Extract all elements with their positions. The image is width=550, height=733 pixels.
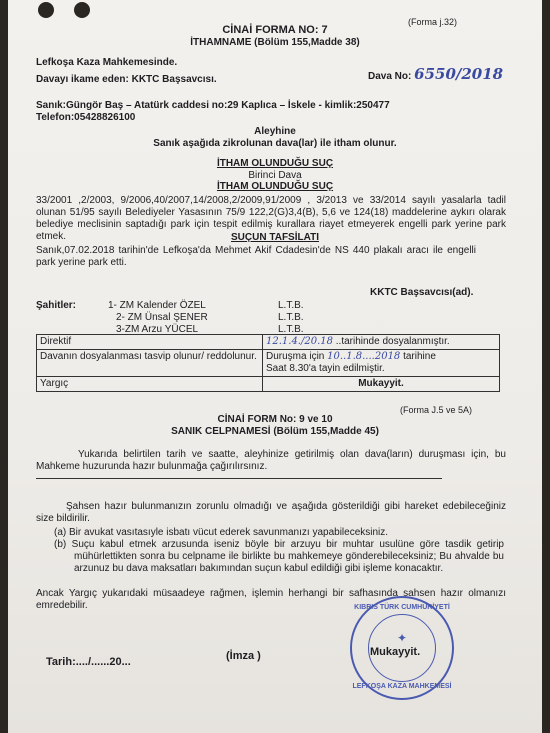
form-reference: (Forma j.32) [408, 17, 458, 27]
table-cell-direktif: Direktif [37, 335, 263, 350]
case-number-handwritten: 6550/2018 [414, 65, 504, 83]
defendant-info: Sanık:Güngör Baş – Atatürk caddesi no:29 Kaplıca – İskele - kimlik:250477 [36, 100, 390, 111]
witness-unit: L.T.B. [278, 324, 304, 335]
table-cell-filed: 12.1.4./20.18 ..tarihinde dosyalanmıştır. [263, 335, 500, 350]
table-cell-registrar: Mukayyit. [263, 377, 500, 392]
table-row [37, 377, 500, 392]
charge-text: 33/2001 ,2/2003, 9/2006,40/2007,14/2008,2/2009,91/2009 , 3/2013 ve 33/2014 sayılı yasalarla tadil olunan 51/95 sayılı Belediyeler Yasasının 75/9 122,2(G)3,4(B), 5,6 ve 124(18) maddelerine aykırı olarak belediye meclisinin saptadığı park için tespit edilmiş kurallara riayet etmeyerek engelli park yerine park etmek. [36, 195, 506, 242]
date-line: Tarih:..../......20... [46, 656, 131, 668]
document-page [8, 0, 542, 733]
table-cell-judge: Yargıç [37, 377, 263, 392]
form2-title: CİNAİ FORM No: 9 ve 10 [217, 414, 333, 425]
court-name: Lefkoşa Kaza Mahkemesinde. [36, 57, 178, 68]
case-number-label: Dava No: [368, 71, 412, 82]
stamp-emblem-icon: ✦ [396, 631, 408, 645]
table-cell-hearing: Duruşma için 10..1.8....2018 tarihine Saat 8.30'a tayin edilmiştir. [263, 350, 500, 377]
hearing-date-handwritten: 10..1.8....2018 [327, 351, 401, 362]
punch-hole [38, 2, 54, 18]
witness-name: 2- ZM Ünsal ŞENER [116, 312, 208, 323]
witness-unit: L.T.B. [278, 300, 304, 311]
aleyhine: Aleyhine [254, 126, 296, 137]
first-case: Birinci Dava [248, 170, 302, 181]
stamp-top-text: KIBRIS TÜRK CUMHURİYETİ [354, 604, 450, 611]
option-a: (a) Bir avukat vasıtasıyle isbatı vücut ederek savunmanızı yapabileceksiniz. [54, 527, 389, 538]
filing-table [36, 334, 500, 392]
details-text: Sanık,07.02.2018 tarihin'de Lefkoşa'da Mehmet Akif Cdadesin'de NS 440 plakalı aracı ile engelli park yerine park etti. [36, 245, 476, 268]
details-heading: SUÇUN TAFSİLATI [231, 232, 319, 243]
witnesses-label: Şahitler: [36, 300, 77, 311]
signature-label: (İmza ) [226, 650, 261, 662]
stamp-bottom-text: LEFKOŞA KAZA MAHKEMESİ [352, 683, 452, 690]
summons-text: Yukarıda belirtilen tarih ve saatte, aleyhinize getirilmiş olan dava(ların) duruşması için, bu Mahkeme huzurunda hazır bulunmağa çağırılırsınız. [36, 449, 506, 472]
form-reference-2: (Forma J.5 ve 5A) [400, 405, 473, 415]
form-title: CİNAİ FORMA NO: 7 [222, 24, 328, 36]
punch-hole [74, 2, 90, 18]
form2-subtitle: SANIK CELPNAMESİ (Bölüm 155,Madde 45) [171, 426, 379, 437]
option-b: (b) Suçu kabul etmek arzusunda iseniz böyle bir arzuyu bir muhtar usulüne göre tasdik getirip mühürlettikten sonra bu celpname ile birlikte bu mahkemeye gönderebileceksiniz; Bu ahvalde bu arzunuz bu dava maksatları bakımından suçun kabul edildiği gibi işleme konacaktır. [54, 539, 504, 574]
charge-heading-2: İTHAM OLUNDUĞU SUÇ [216, 181, 334, 192]
witness-name: 1- ZM Kalender ÖZEL [108, 300, 206, 311]
table-row [37, 350, 500, 377]
charge-heading: İTHAM OLUNDUĞU SUÇ [216, 158, 334, 169]
divider-line [36, 478, 442, 479]
personal-notice: Şahsen hazır bulunmanızın zorunlu olmadığı ve aşağıda gösterildiği gibi hareket edebileceğiniz size bildirilir. [36, 501, 506, 524]
witness-unit: L.T.B. [278, 312, 304, 323]
witness-name: 3-ZM Arzu YÜCEL [116, 324, 199, 335]
defendant-phone: Telefon:05428826100 [36, 112, 136, 123]
table-row [37, 335, 500, 350]
table-cell-approval: Davanın dosyalanması tasvip olunur/ reddolunur. [37, 350, 263, 377]
judge-note: Ancak Yargıç yukarıdaki müsaadeye rağmen, işlemin herhangi bir safhasında şahsen hazır olmanızı emredebilir. [36, 588, 506, 611]
registrar-label: Mukayyit. [370, 646, 421, 658]
filed-date-handwritten: 12.1.4./20.18 [266, 336, 333, 347]
form-subtitle: İTHAMNAME (Bölüm 155,Madde 38) [190, 37, 360, 48]
plaintiff: Davayı ikame eden: KKTC Başsavcısı. [36, 74, 217, 85]
prosecutor-signature: KKTC Başsavcısı(ad). [370, 287, 474, 298]
aleyhine-line: Sanık aşağıda zikrolunan dava(lar) ile itham olunur. [153, 138, 397, 149]
case-number [368, 65, 504, 83]
